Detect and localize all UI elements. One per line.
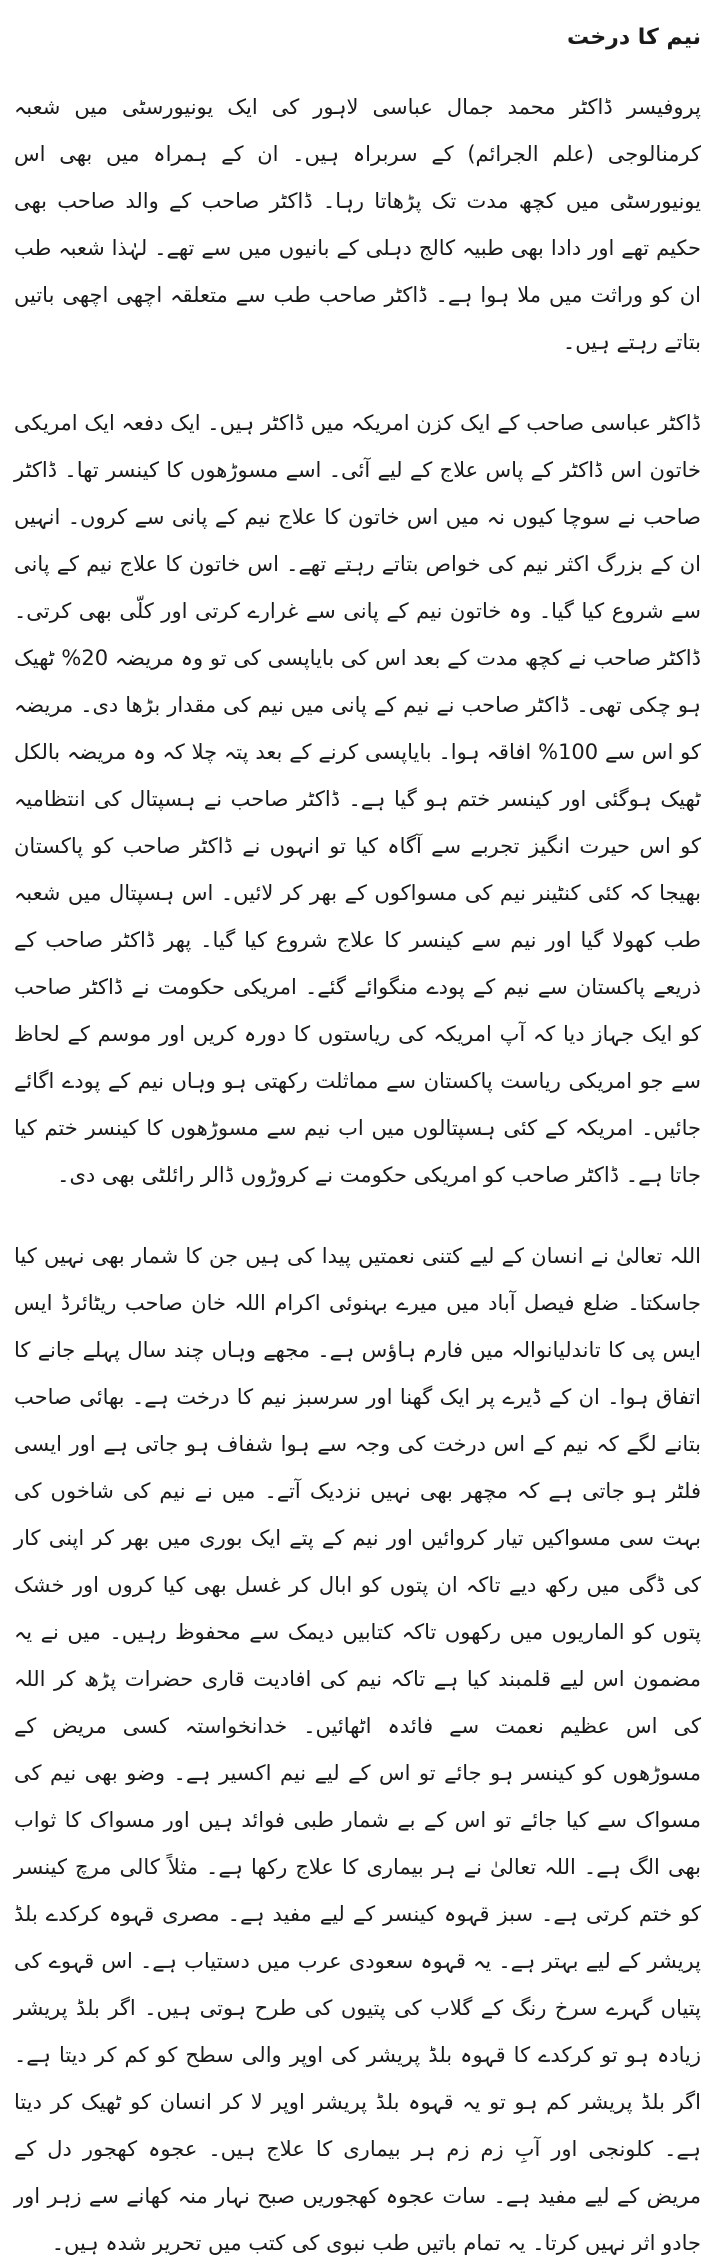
paragraph-neem-benefits: اللہ تعالیٰ نے انسان کے لیے کتنی نعمتیں پیدا کی ہیں جن کا شمار بھی نہیں کیا جاسکتا۔ ضلع فیصل آباد میں میرے بہنوئی اکرام اللہ خان صاحب ریٹائرڈ ایس ایس پی کا تاندلیانوالہ میں فارم ہاؤس ہے۔ مجھے وہاں چند سال پہلے جانے کا اتفاق ہوا۔ ان کے ڈیرے پر ایک گھنا اور سرسبز نیم کا درخت ہے۔ بھائی صاحب بتانے لگے کہ نیم کے اس درخت کی وجہ سے ہوا شفاف ہو جاتی ہے اور ایسی فلٹر ہو جاتی ہے کہ مچھر بھی نہیں نزدیک آتے۔ میں نے نیم کی شاخوں کی بہت سی مسواکیں تیار کروائیں اور نیم کے پتے ایک بوری میں بھر کر اپنی کار کی ڈگی میں رکھ دیے تاکہ ان پتوں کو ابال کر غسل بھی کیا کروں اور خشک پتوں کو الماریوں میں رکھوں تاکہ کتابیں دیمک سے محفوظ رہیں۔ میں نے یہ مضمون اس لیے قلمبند کیا ہے تاکہ نیم کی افادیت قاری حضرات پڑھ کر اللہ کی اس عظیم نعمت سے فائدہ اٹھائیں۔ خدانخواستہ کسی مریض کے مسوڑھوں کو کینسر ہو جائے تو اس کے لیے نیم اکسیر ہے۔ وضو بھی نیم کی مسواک سے کیا جائے تو اس کے بے شمار طبی فوائد ہیں اور مسواک کا ثواب بھی الگ ہے۔ اللہ تعالیٰ نے ہر بیماری کا علاج رکھا ہے۔ مثلاً کالی مرچ کینسر کو ختم کرتی ہے۔ سبز قہوہ کینسر کے لیے مفید ہے۔ مصری قہوہ کرکدے بلڈ پریشر کے لیے بہتر ہے۔ یہ قہوہ سعودی عرب میں دستیاب ہے۔ اس قہوے کی پتیاں گہرے سرخ رنگ کے گلاب کی پتیوں کی طرح ہوتی ہیں۔ اگر بلڈ پریشر زیادہ ہو تو کرکدے کا قہوہ بلڈ پریشر کی اوپر والی سطح کو کم کر دیتا ہے۔ اگر بلڈ پریشر کم ہو تو یہ قہوہ بلڈ پریشر اوپر لا کر انسان کو ٹھیک کر دیتا ہے۔ کلونجی اور آبِ زم زم ہر بیماری کا علاج ہیں۔ عجوہ کھجور دل کے مریض کے لیے مفید ہے۔ سات عجوہ کھجوریں صبح نہار منہ کھانے سے زہر اور جادو اثر نہیں کرتا۔ یہ تمام باتیں طب نبوی کی کتب میں تحریر شدہ ہیں۔	[14, 1244, 701, 2255]
paragraph-america-story: ڈاکٹر عباسی صاحب کے ایک کزن امریکہ میں ڈاکٹر ہیں۔ ایک دفعہ ایک امریکی خاتون اس ڈاکٹر کے پاس علاج کے لیے آئی۔ اسے مسوڑھوں کا کینسر تھا۔ ڈاکٹر صاحب نے سوچا کیوں نہ میں اس خاتون کا علاج نیم کے پانی سے کروں۔ انہیں ان کے بزرگ اکثر نیم کی خواص بتاتے رہتے تھے۔ اس خاتون کا علاج نیم کے پانی سے شروع کیا گیا۔ وہ خاتون نیم کے پانی سے غرارے کرتی اور کلّی بھی کرتی۔ ڈاکٹر صاحب نے کچھ مدت کے بعد اس کی بایاپسی کی تو وہ مریضہ 20% ٹھیک ہو چکی تھی۔ ڈاکٹر صاحب نے نیم کے پانی میں نیم کی مقدار بڑھا دی۔ مریضہ کو اس سے 100% افاقہ ہوا۔ بایاپسی کرنے کے بعد پتہ چلا کہ وہ مریضہ بالکل ٹھیک ہوگئی اور کینسر ختم ہو گیا ہے۔ ڈاکٹر صاحب نے ہسپتال کی انتظامیہ کو اس حیرت انگیز تجربے سے آگاہ کیا تو انہوں نے ڈاکٹر صاحب کو پاکستان بھیجا کہ کئی کنٹینر نیم کی مسواکوں کے بھر کر لائیں۔ اس ہسپتال میں شعبہ طب کھولا گیا اور نیم سے کینسر کا علاج شروع کیا گیا۔ پھر ڈاکٹر صاحب کے ذریعے پاکستان سے نیم کے پودے منگوائے گئے۔ امریکی حکومت نے ڈاکٹر صاحب کو ایک جہاز دیا کہ آپ امریکہ کی ریاستوں کا دورہ کریں اور موسم کے لحاظ سے جو امریکی ریاست پاکستان سے مماثلت رکھتی ہو وہاں نیم کے پودے اگائے جائیں۔ امریکہ کے کئی ہسپتالوں میں اب نیم سے مسوڑھوں کا کینسر ختم کیا جاتا ہے۔ ڈاکٹر صاحب کو امریکی حکومت نے کروڑوں ڈالر رائلٹی بھی دی۔	[14, 411, 701, 1187]
article-title: نیم کا درخت	[567, 25, 701, 50]
paragraph-intro: پروفیسر ڈاکٹر محمد جمال عباسی لاہور کی ایک یونیورسٹی میں شعبہ کرمنالوجی (علم الجرائم) کے سربراہ ہیں۔ ان کے ہمراہ میں بھی اس یونیورسٹی میں کچھ مدت تک پڑھاتا رہا۔ ڈاکٹر صاحب کے والد صاحب بھی حکیم تھے اور دادا بھی طبیہ کالج دہلی کے بانیوں میں سے تھے۔ لہٰذا شعبہ طب ان کو وراثت میں ملا ہوا ہے۔ ڈاکٹر صاحب طب سے متعلقہ اچھی اچھی باتیں بتاتے رہتے ہیں۔	[14, 95, 701, 354]
